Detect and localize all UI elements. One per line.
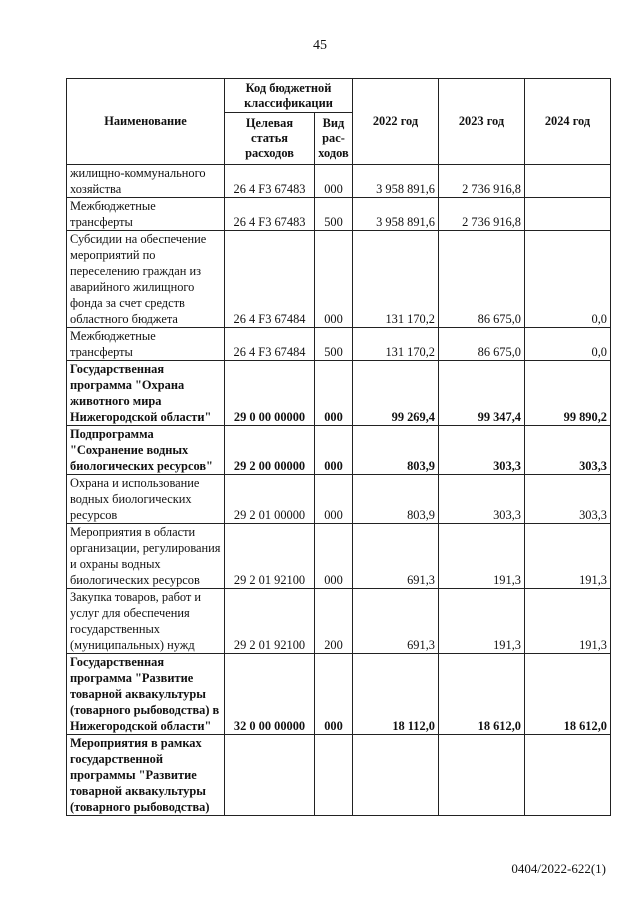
row-expense-kind: 000 [315,475,353,524]
row-expense-kind: 000 [315,361,353,426]
table-row [67,198,611,231]
row-name: Межбюджетные трансферты [67,198,225,231]
row-name: Подпрограмма "Сохранение водных биологических ресурсов" [67,426,225,475]
row-2024 [525,735,611,816]
row-2024: 303,3 [525,426,611,475]
row-target-code [225,735,315,816]
row-2022: 131 170,2 [353,328,439,361]
row-2022: 18 112,0 [353,654,439,735]
header-expense-kind: Вид рас-ходов [315,113,353,165]
row-2023: 2 736 916,8 [439,198,525,231]
table-row [67,328,611,361]
row-name: Охрана и использование водных биологических ресурсов [67,475,225,524]
table-row [67,165,611,198]
row-2024: 18 612,0 [525,654,611,735]
header-2023: 2023 год [439,79,525,165]
row-target-code: 29 2 01 00000 [225,475,315,524]
row-name: Государственная программа "Развитие товарной аквакультуры (товарного рыбоводства) в Нижегородской области" [67,654,225,735]
row-expense-kind: 000 [315,165,353,198]
row-2023: 2 736 916,8 [439,165,525,198]
row-2022: 3 958 891,6 [353,198,439,231]
row-2023: 18 612,0 [439,654,525,735]
budget-table [66,78,611,816]
row-2024: 303,3 [525,475,611,524]
row-2023 [439,735,525,816]
row-2023: 303,3 [439,475,525,524]
row-name: Закупка товаров, работ и услуг для обеспечения государственных (муниципальных) нужд [67,589,225,654]
row-2023: 99 347,4 [439,361,525,426]
table-row [67,654,611,735]
table-row [67,475,611,524]
row-2023: 86 675,0 [439,328,525,361]
row-target-code: 29 2 00 00000 [225,426,315,475]
row-2023: 191,3 [439,589,525,654]
row-expense-kind: 000 [315,524,353,589]
header-2022: 2022 год [353,79,439,165]
document-code: 0404/2022-622(1) [511,861,606,876]
table-row [67,231,611,328]
row-2022: 803,9 [353,475,439,524]
row-2024: 0,0 [525,231,611,328]
header-name: Наименование [67,79,225,165]
row-2024 [525,198,611,231]
row-target-code: 29 2 01 92100 [225,589,315,654]
row-expense-kind [315,735,353,816]
row-2022: 99 269,4 [353,361,439,426]
table-row [67,361,611,426]
page-number: 45 [313,38,327,53]
row-2022: 3 958 891,6 [353,165,439,198]
row-2023: 303,3 [439,426,525,475]
table-row [67,524,611,589]
header-code-group: Код бюджетной классификации [225,79,353,113]
row-target-code: 29 0 00 00000 [225,361,315,426]
row-expense-kind: 200 [315,589,353,654]
row-2022: 691,3 [353,524,439,589]
row-name: Межбюджетные трансферты [67,328,225,361]
table-row [67,589,611,654]
row-2022: 691,3 [353,589,439,654]
row-2022 [353,735,439,816]
row-name: жилищно-коммунального хозяйства [67,165,225,198]
row-target-code: 29 2 01 92100 [225,524,315,589]
row-2022: 803,9 [353,426,439,475]
table-body [67,165,611,816]
row-2024: 191,3 [525,589,611,654]
row-2023: 191,3 [439,524,525,589]
row-expense-kind: 500 [315,198,353,231]
row-2023: 86 675,0 [439,231,525,328]
row-target-code: 32 0 00 00000 [225,654,315,735]
row-2024: 99 890,2 [525,361,611,426]
header-2024: 2024 год [525,79,611,165]
header-target-article: Целевая статья расходов [225,113,315,165]
table-row [67,735,611,816]
row-expense-kind: 000 [315,231,353,328]
row-name: Государственная программа "Охрана животного мира Нижегородской области" [67,361,225,426]
row-target-code: 26 4 F3 67483 [225,165,315,198]
row-target-code: 26 4 F3 67484 [225,231,315,328]
row-expense-kind: 000 [315,654,353,735]
row-target-code: 26 4 F3 67484 [225,328,315,361]
table-row [67,426,611,475]
row-target-code: 26 4 F3 67483 [225,198,315,231]
row-2024: 0,0 [525,328,611,361]
row-expense-kind: 500 [315,328,353,361]
row-name: Субсидии на обеспечение мероприятий по переселению граждан из аварийного жилищного фонда за счет средств областного бюджета [67,231,225,328]
row-2024 [525,165,611,198]
row-2024: 191,3 [525,524,611,589]
row-2022: 131 170,2 [353,231,439,328]
row-expense-kind: 000 [315,426,353,475]
row-name: Мероприятия в рамках государственной программы "Развитие товарной аквакультуры (товарного рыбоводства) [67,735,225,816]
row-name: Мероприятия в области организации, регулирования и охраны водных биологических ресурсов [67,524,225,589]
